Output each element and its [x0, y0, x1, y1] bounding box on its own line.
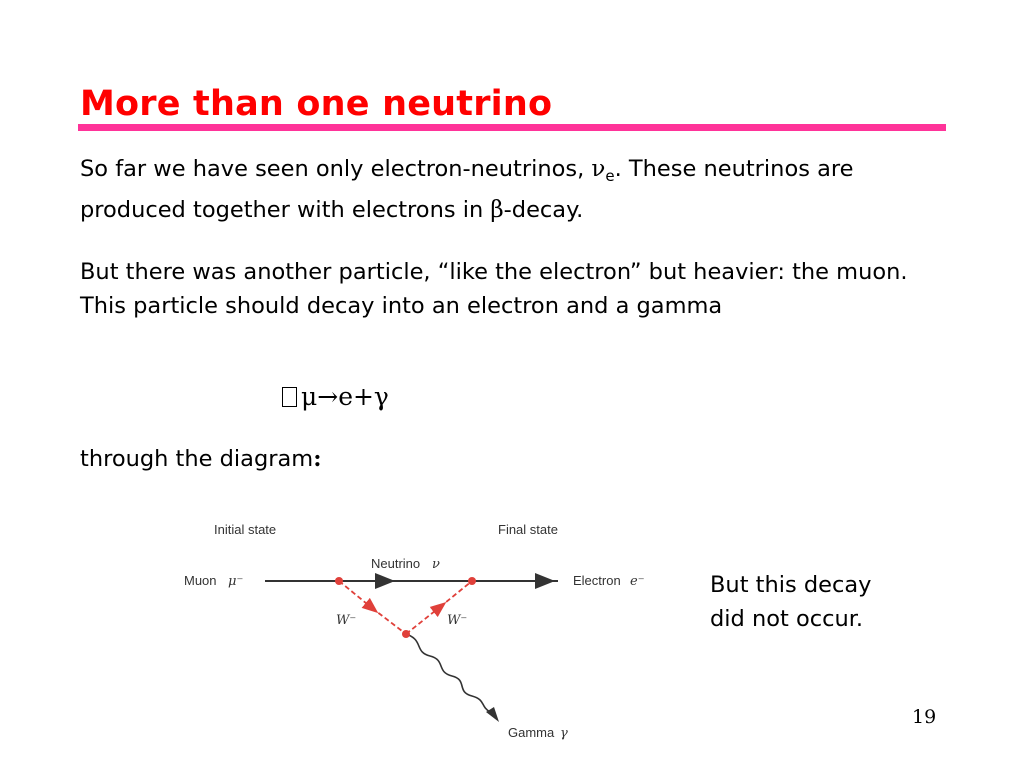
w-boson-right-arrow-icon [406, 607, 440, 634]
decay-equation-text: μ→e+γ [301, 382, 389, 411]
gamma-symbol: γ [560, 726, 568, 741]
w-boson-left-arrow-icon [339, 581, 372, 608]
slide-title: More than one neutrino [80, 84, 553, 124]
electron-symbol: e⁻ [630, 574, 645, 589]
vertex-left [335, 577, 343, 585]
photon-arrow-icon [486, 707, 499, 722]
paragraph1-text-part3: -decay. [503, 197, 584, 223]
nu-symbol: ν [591, 156, 606, 182]
neutrino-symbol: ν [432, 557, 440, 572]
initial-state-label: Initial state [214, 522, 277, 537]
muon-symbol: μ⁻ [228, 574, 244, 589]
final-state-label: Final state [498, 522, 558, 537]
gamma-label: Gamma [508, 725, 555, 740]
paragraph1-text-part1: So far we have seen only electron-neutrinos, [80, 156, 592, 182]
vertex-bottom [402, 630, 410, 638]
w-boson-right-line [440, 581, 472, 607]
through-text-colon: : [313, 446, 322, 472]
nu-subscript: e [605, 167, 615, 185]
neutrino-label: Neutrino [371, 556, 421, 571]
w-minus-right-label: W⁻ [447, 613, 468, 628]
page-number: 19 [912, 706, 937, 728]
electron-label: Electron [573, 573, 621, 588]
paragraph-muon: But there was another particle, “like the electron” but heavier: the muon. This particle should decay into an electron and a gamma [80, 259, 908, 319]
muon-label: Muon [184, 573, 217, 588]
beta-symbol: β [490, 197, 504, 223]
side-note-line2: did not occur. [710, 606, 864, 632]
vertex-right [468, 577, 476, 585]
decay-did-not-occur-note [710, 568, 920, 636]
w-minus-left-label: W⁻ [336, 613, 357, 628]
photon-wavy-line [406, 634, 490, 712]
w-boson-left-line [372, 608, 406, 634]
through-text-main: through the diagram [80, 446, 314, 472]
side-note-line1: But this decay [710, 572, 872, 598]
paragraph1-text-part2: . These neutrinos are produced together with electrons in [80, 156, 854, 223]
